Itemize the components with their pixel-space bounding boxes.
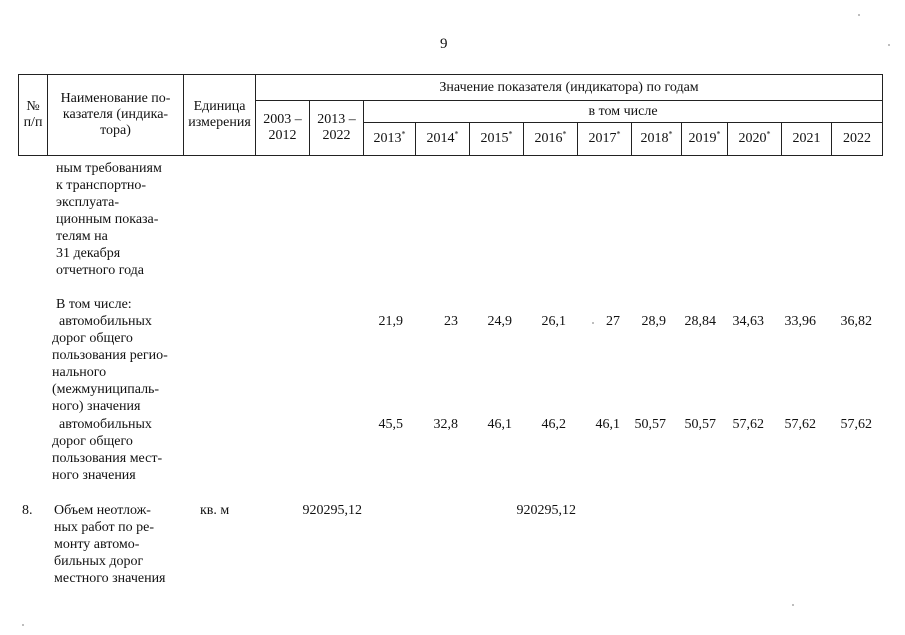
local-value-2013: 45,5 bbox=[378, 417, 403, 432]
header-year-label: 2019 bbox=[688, 131, 717, 146]
local-value-2016: 46,2 bbox=[541, 417, 566, 432]
header-including: в том числе bbox=[364, 101, 883, 123]
regional-value-2013: 21,9 bbox=[378, 314, 403, 329]
header-year-footnote-mark: * bbox=[508, 129, 513, 139]
header-year-footnote-mark: * bbox=[616, 129, 621, 139]
header-year-label: 2015 bbox=[480, 131, 509, 146]
header-year-2017 bbox=[578, 123, 632, 156]
header-year-footnote-mark: * bbox=[716, 129, 721, 139]
row8-period-2013-2022: 920295,12 bbox=[302, 503, 362, 518]
header-year-label: 2021 bbox=[792, 131, 821, 146]
local-value-2015: 46,1 bbox=[487, 417, 512, 432]
header-period-2003-2012: 2003 – 2012 bbox=[256, 101, 310, 156]
regional-value-2018: 28,9 bbox=[641, 314, 666, 329]
regional-value-2016: 26,1 bbox=[541, 314, 566, 329]
header-table bbox=[18, 74, 883, 156]
local-roads-label: автомобильных дорог общего пользования мест- ного значения bbox=[52, 417, 163, 483]
regional-value-2017: 27 bbox=[606, 314, 620, 329]
header-year-label: 2022 bbox=[843, 131, 872, 146]
header-year-2020 bbox=[728, 123, 782, 156]
regional-value-2021: 33,96 bbox=[784, 314, 816, 329]
header-year-footnote-mark: * bbox=[454, 129, 459, 139]
continued-indicator-text: ным требованиям к транспортно- эксплуата- ционным показа- телям на 31 декабря отчетного года bbox=[56, 161, 162, 278]
header-year-2021 bbox=[782, 123, 832, 156]
header-year-footnote-mark: * bbox=[562, 129, 567, 139]
local-value-2019: 50,57 bbox=[684, 417, 716, 432]
header-year-label: 2018 bbox=[640, 131, 669, 146]
header-year-footnote-mark: * bbox=[766, 129, 771, 139]
header-year-2022 bbox=[832, 123, 883, 156]
row8-unit: кв. м bbox=[200, 503, 230, 518]
header-year-2014 bbox=[416, 123, 470, 156]
page-number: 9 bbox=[440, 36, 448, 52]
header-period-2013-2022: 2013 – 2022 bbox=[310, 101, 364, 156]
header-year-label: 2020 bbox=[738, 131, 767, 146]
scan-speck bbox=[792, 604, 794, 606]
header-year-label: 2013 bbox=[373, 131, 402, 146]
local-value-2022: 57,62 bbox=[840, 417, 872, 432]
regional-value-2019: 28,84 bbox=[684, 314, 716, 329]
header-year-label: 2017 bbox=[588, 131, 617, 146]
row8-name: Объем неотлож- ных работ по ре- монту автомо- бильных дорог местного значения bbox=[54, 503, 166, 586]
scan-speck bbox=[22, 624, 24, 626]
local-value-2021: 57,62 bbox=[784, 417, 816, 432]
local-value-2017: 46,1 bbox=[595, 417, 620, 432]
header-year-footnote-mark: * bbox=[401, 129, 406, 139]
row8-value-2016: 920295,12 bbox=[516, 503, 576, 518]
header-year-label: 2016 bbox=[534, 131, 563, 146]
header-col-name: Наименование по- казателя (индика- тора) bbox=[48, 75, 184, 156]
local-value-2014: 32,8 bbox=[433, 417, 458, 432]
regional-value-2015: 24,9 bbox=[487, 314, 512, 329]
including-label: В том числе: bbox=[56, 297, 132, 312]
regional-value-2022: 36,82 bbox=[840, 314, 872, 329]
header-year-2015 bbox=[470, 123, 524, 156]
header-col-unit: Единица измерения bbox=[184, 75, 256, 156]
header-year-2013 bbox=[364, 123, 416, 156]
header-col-num: № п/п bbox=[19, 75, 48, 156]
header-year-2019 bbox=[682, 123, 728, 156]
scan-speck bbox=[592, 322, 594, 324]
scan-speck bbox=[888, 44, 890, 46]
header-year-2016 bbox=[524, 123, 578, 156]
header-year-2018 bbox=[632, 123, 682, 156]
header-year-label: 2014 bbox=[426, 131, 455, 146]
header-year-footnote-mark: * bbox=[668, 129, 673, 139]
row8-number: 8. bbox=[22, 503, 33, 518]
local-value-2018: 50,57 bbox=[634, 417, 666, 432]
regional-value-2014: 23 bbox=[444, 314, 458, 329]
local-value-2020: 57,62 bbox=[732, 417, 764, 432]
header-col-values: Значение показателя (индикатора) по годам bbox=[256, 75, 883, 101]
regional-value-2020: 34,63 bbox=[732, 314, 764, 329]
regional-roads-label: автомобильных дорог общего пользования регио- нального (межмуниципаль- ного) значения bbox=[52, 314, 168, 414]
scan-speck bbox=[858, 14, 860, 16]
